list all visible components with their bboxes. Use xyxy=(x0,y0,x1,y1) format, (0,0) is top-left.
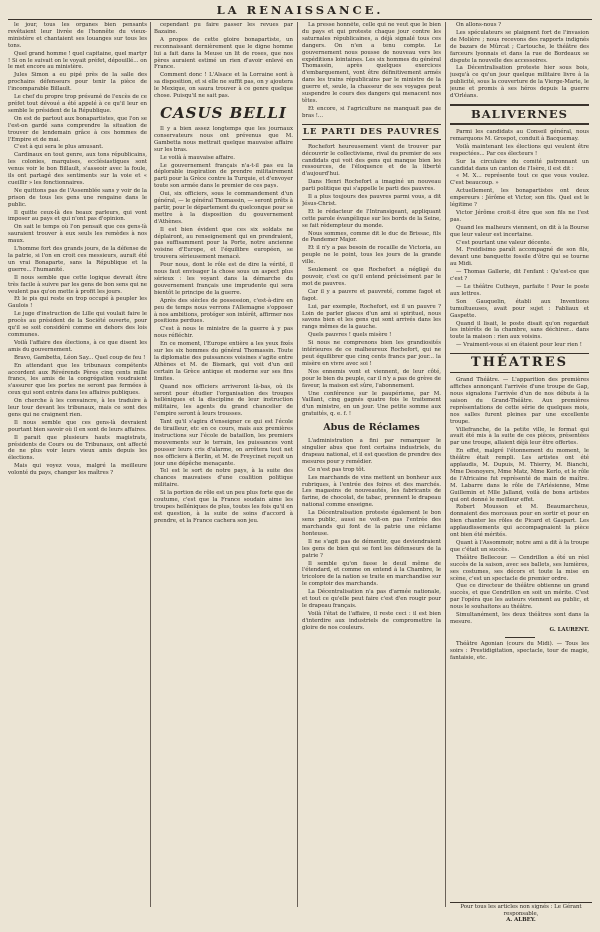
article-paragraph: Oui, six officiers, sous le commandement d'un général, — le général Thomassin, — seront prêts à partir, pour le département du quelconque pour se mettre à la disposition du gouvernement d'Athènes. xyxy=(154,191,293,225)
article-paragraph: Comment donc ! L'Alsace et la Lorraine sont à sa disposition, et si elle ne suffit pas, on y ajoutera le Mexique, on saura trouver à ce genre quelque chose. Puisqu'il ne sait pas. xyxy=(154,72,293,100)
article-paragraph: On est de partout aux bonapartistes, que l'on se l'est-on gardé sans comprendre la situation de trouver de lendemain grâce à ces hommes de l'Empire et de mai. xyxy=(8,115,147,143)
article-paragraph: L'administration a fini par remarquer le singulier abus que font certains industriels, du drapeau national, et il est question de prendre des mesures pour y remédier. xyxy=(302,438,441,465)
article-paragraph: Actuellement, les bonapartistes ont deux empereurs : Jérôme et Victor, son fils. Quel est le légitime ? xyxy=(450,188,589,209)
theatre-agonian-item: Théâtre Agonian (cours du Midi). — Tous les soirs : Prestidigitation, spectacle, tour de magie, fantaisie, etc. xyxy=(450,640,589,661)
article-paragraph: Le juge d'instruction de Lille qui voulait faire le procès au président de la Société ouverte, pour qu'il se soit considéré comme en dehors des lois communes. xyxy=(8,311,147,338)
footer-signature: A. ALBEY. xyxy=(506,917,536,923)
article-paragraph: On sait le temps où l'on pensait que ces gens-là sauraient trouver à eux seuls les remèdes à nos maux. xyxy=(8,224,147,245)
article-paragraph: Le gouvernement français n'a-t-il pas eu la déplorable inspiration de prendre militairement parti pour la Grèce contre la Turquie, et d'envoyer toute son armée dans le premier de ces pays. xyxy=(154,162,293,190)
article-paragraph: — Thomas Gallerie, dit l'enfant : Qu'est-ce que c'est ? xyxy=(450,269,589,283)
article-paragraph: Mais qui voyez vous, malgré la meilleure volonté du pays, changer les maîtres ? xyxy=(8,463,147,477)
article-paragraph: Tel est le sort de notre pays, à la suite des chances mauvaises d'une coalition politique militaire. xyxy=(154,468,293,489)
article-paragraph: Et le rédacteur de l'Intransigeant, appliquant cette parole évangélique sur les bords de la Seine, se fait rédempteur du monde. xyxy=(302,208,441,229)
article-paragraph: Tant qu'il s'agira d'enseigner ce qui est l'école de tirailleur, etc en ce cours, mais aux premières instructions sur l'école de bataillon, les premiers mouvements sur le terrain, les puissances vont pousser leurs cris d'alarme, on arrêtera tout net nos officiers à Berlin, et M. de Freycinet reçoit un jour une dépêche menaçante. xyxy=(154,419,293,467)
article-paragraph: Car il y a pauvre et pauvreté, comme fagot et fagot. xyxy=(302,288,441,302)
article-paragraph: Voilà maintenant les élections qui veulent être respectées... Par ces électeurs ! xyxy=(450,143,589,157)
article-paragraph: La Décentralisation n'a pas d'armée nationale, et tout ce qu'elle peut faire c'est d'en rougir pour le drapeau français. xyxy=(302,589,441,609)
article-paragraph: Jules Simon a eu pipé près de la salle des prochains défenseurs pour tenir la pièce de l'incomparable Billault. xyxy=(8,72,147,93)
parti-des-pauvres-heading: LE PARTI DES PAUVRES xyxy=(302,124,441,140)
article-paragraph: La presse honnête, celle qui ne veut que le bien du pays et qui proteste chaque jour contre les saturnales républicaines, a déjà signalé tous ces dangers. On n'en a tenu compte. Le gouvernement nous pousse de nouveau vers les expéditions lointaines. Les six hommes du général Thomassin, après quelques exercices d'embarquement, vont être définitivement armés dans les trains républicains par le ministre de la guerre et, seule, la chasseur de ses voyages peut suspendre le cours des dangers qui menacent nos têtes. xyxy=(302,22,441,104)
article-paragraph: Une conférence sur le paupérisme, par M. Vaillant, cinq gagnés quatre fois le traitement d'un ministre, en un jour. Une petite somme aux gratuités, q. e. f. ! xyxy=(302,390,441,418)
article-paragraph: Nos ennemis vont et viennent, de leur côté, pour le bien du peuple, car il n'y a pas de grève de faveur, la maison est sûre, l'abonnement. xyxy=(302,368,441,389)
footer-gerant-line: Pour tous les articles non signés : Le Gérant responsable, xyxy=(460,904,582,917)
article-paragraph: Voilà l'état de l'affaire, il reste ceci : il est bien d'interdire aux industriels de compromettre la gloire de nos couleurs. xyxy=(302,610,441,631)
article-paragraph: Nous sommes, comme dit le duc de Brissac, fils de Pandemer Major. xyxy=(302,230,441,244)
theatres-heading: THÉATRES xyxy=(450,353,589,373)
article-paragraph: Il quitte ceux-là des beaux parleurs, qui vont imposer au pays et qui n'ont pas d'opinion. xyxy=(8,209,147,223)
article-paragraph: On cherche à les convaincre, à les traduire à leur tour devant les tribunaux, mais ce sont des gens qui ne craignent rien. xyxy=(8,398,147,418)
article-paragraph: Cardinaux en tout genre, aux tons républicains, les colonies, marquises, ecclésiastiques sont venus voir le bon Billault, s'asseoir avec la foule, ils ont partagé des sentiments sur la voie et « cueillir » les fonctionnaires. xyxy=(8,152,147,186)
column-divider xyxy=(445,22,446,907)
column-2 xyxy=(154,22,293,900)
article-paragraph: Les marchands de vins mettent un bonheur aux rubriques, à l'entrée des foires et des marchés. Les magasins de nouveautés, les fabricants de farine, de chocolat, de tabac, prennent le drapeau national comme enseigne. xyxy=(302,474,441,509)
masthead-rule xyxy=(8,19,592,20)
article-paragraph: Seulement ce que Rochefort a négligé du pouvoir, c'est ce qu'il entend précisément par le mot de pauvres. xyxy=(302,267,441,287)
article-paragraph: En ce moment, l'Europe entière a les yeux fixés sur les six hommes du général Thomassin. Toute la diplomatie des puissances voisines s'agite entre Athènes et M. de Bismark, qui voit d'un œil certain la Grèce antique et moderne sur ses fins limites. xyxy=(154,341,293,382)
article-paragraph: Et encore, si l'agriculture ne manquait pas de bras !... xyxy=(302,105,441,119)
column-4 xyxy=(450,22,589,900)
article-paragraph: le jour, tous les organes bien pensants revêtaient leur livrée de l'honnête du vieux-ministère et chantaient ses louanges sur tous les tons. xyxy=(8,22,147,49)
article-paragraph: Parmi les candidats au Conseil général, nous remarquons M. Grospot, conduit à Bacquemay. xyxy=(450,128,589,142)
article-paragraph: Il est bien évident que ces six soldats ne déplairont, au renseignement qui en prendraient, pas suffisamment pour la Porte, notre ancienne voisine d'Europe, et l'équilibre européen, se trouvera sérieusement menacé. xyxy=(154,226,293,261)
article-paragraph: Si la portion de rôle est un peu plus forte que de coutume, c'est que la France soudain aime les troupes helléniques de plus, toutes les fois qu'il en est question, à la suite de soins d'accord à prendre, et la France cachera son jeu. xyxy=(154,490,293,524)
article-paragraph: Lui, par exemple, Rochefort, est il un pauvre ? Loin de parler glaces d'un ami si spirituel, nous savons bien et les gens qui sont arrivés dans les rangs mêmes de la gauche. xyxy=(302,303,441,331)
column-divider xyxy=(150,22,151,907)
article-paragraph: On allons-nous ? xyxy=(456,22,502,28)
separator-rule xyxy=(505,637,535,638)
article-paragraph: Ne quittons pas de l'Assemblée sans y voir de la prison de tous les gens une rengaine dans le public. xyxy=(8,187,147,208)
article-paragraph: — Le théâtre Cutheyn, parfaite ! Pour le poste aux lettres. xyxy=(450,284,589,297)
article-paragraph: cependant pu faire passer les revues par Bazaine. xyxy=(154,22,293,35)
article-paragraph: C'est à qui sera le plus amusant. xyxy=(14,144,104,151)
article-paragraph: Villefranche, de la petite ville, le format qui avait été mis à la suite de ces pièces, présentées par une troupe, allaient déjà leur être offertes. xyxy=(450,426,589,447)
article-paragraph: Pour nous, dont le rôle est de dire la vérité, il nous faut envisager la chose sous un aspect plus sérieux : les voyant dans la démarche du gouvernement français une imprudente qui sera bientôt le principe de la guerre. xyxy=(154,262,293,296)
article-paragraph: Le chef du propre trop présumé de l'excès de ce préfet tout dévoué a été appelé à ce qu'il leur en semble le président de la République. xyxy=(8,94,147,114)
article-paragraph: La Décentralisation proteste également le bon sens public, aussi ne voit-on pas l'entrée des marchands qui font de la patrie une réclame honteuse. xyxy=(302,510,441,537)
article-paragraph: Grand Théâtre. — L'apparition des premières affiches annonçant l'arrivée d'une troupe de Gap, nous signalons l'arrivée d'un de nos débuts à la saison du Grand-Théâtre. Aux premières représentations de cette série de quelques mois, nos salles furent pleines par une excellente troupe. xyxy=(450,377,589,425)
article-paragraph: En effet, malgré l'étonnement du moment, le théâtre était rempli. Les artistes ont été applaudis, M. Dupuis, M. Thierry, M. Bianchi, Mme Desnoyers, Mme Matz, Mme Kerlo, et le rôle de l'Africaine fut représenté de main de maître. M. Labarre dans le rôle de l'Arlésienne, Mme Guillemin et Mlle Jalland, voilà de bons artistes qui ont donné le meilleur effet. xyxy=(450,448,589,503)
footer-rule xyxy=(450,902,592,903)
article-paragraph: « M. X... représente tout ce que vous voulez. C'est beaucoup. » xyxy=(450,173,589,187)
article-paragraph: Quand les malheurs viennent, on dit à la Bourse que leur valeur est incertaine. xyxy=(450,224,589,238)
article-paragraph: Simultanément, les deux théâtres sont dans la mesure. xyxy=(450,612,589,625)
article-paragraph: Que ce directeur de théâtre obtienne un grand succès, et que Cendrillon en soit un mérite. C'est par l'opéra que les auteurs viennent au public, et nous le souhaitons au théâtre. xyxy=(450,583,589,611)
column-3 xyxy=(302,22,441,900)
article-paragraph: En attendant que les tribunaux compétents accordent aux Révérends Pères cinq cents mille francs, les amis de la congrégation voudraient s'assurer que les portes ne seront pas fermées à ceux qui sont entrés dans les affaires publiques. xyxy=(8,362,147,397)
article-paragraph: Quand nos officiers arriveront là-bas, où ils seront pour étudier l'organisation des troupes helléniques et la discipline de leur instruction militaire, les agents du grand chancelier de l'empire seront à leurs trousses. xyxy=(154,383,293,418)
article-paragraph: Il y a bien assez longtemps que les journaux conservateurs nous ont prévenus que M. Gambetta nous mettrait quelque mauvaise affaire sur les bras. xyxy=(154,125,293,153)
article-paragraph: Quant à l'Assommoir, notre ami a dit à la troupe que c'était un succès. xyxy=(450,540,589,553)
article-paragraph: Bravo, Gambetta, Léon Say... Quel coup de feu ! xyxy=(14,354,146,361)
article-paragraph: Il parait que plusieurs hauts magistrats, présidents de Cours ou de Tribunaux, ont affecté de ne plus voir leurs vieux amis depuis les élections. xyxy=(8,434,147,462)
article-paragraph: Ce n'est pas trop tôt. xyxy=(308,466,366,473)
theatres-signature: G. LAURENT. xyxy=(549,626,589,633)
article-paragraph: L'homme fort des grands jours, de la défense de la patrie, si l'on en croit ces messieurs, aurait été un vrai Bonaparte, sans la République et la guerre... l'humanité. xyxy=(8,246,147,273)
article-paragraph: Il ne s'agit pas de démentir, que deviendraient les gens de bien qui se font les défenseurs de la patrie ? xyxy=(302,538,441,559)
article-paragraph: Le voilà à mauvaise affaire. xyxy=(160,154,235,161)
article-paragraph: Quand il lisait, le poste disait qu'on regardait les intérêts de la chambre, sans déchirer... dans toute la maison : rien aux voisins. xyxy=(450,320,589,341)
article-paragraph: Quel grand homme ! quel capitaine, quel martyr ! Si on le suivait on le voyait préfet, dépouillé... on le met encore au ministère. xyxy=(8,50,147,71)
column-1 xyxy=(8,22,147,900)
article-paragraph: Victor Jérôme croit-il être que son fils ne l'est pas. xyxy=(450,209,589,223)
footer xyxy=(450,904,592,924)
column-divider xyxy=(297,22,298,907)
article-paragraph: Il nous semble que cette logique devrait être très facile à suivre par les gens de bon sens qui ne veulent pas qu'on mette à profit les jours. xyxy=(8,274,147,295)
balivernes-heading: BALIVERNES xyxy=(450,104,589,125)
article-paragraph: M. Freidisimo paraît accompagné de son fils, devant une banquette fossile d'ôtre qui se tourne au Midi. xyxy=(450,247,589,268)
article-paragraph: C'est à nous le ministre de la guerre à y pas nous réfléchir. xyxy=(154,326,293,340)
article-paragraph: Dans Henri Rochefort a imaginé un nouveau parti politique qui s'appelle le parti des pauvres. xyxy=(302,179,441,193)
article-paragraph: Et le pis qui reste en trop occupé à peupler les Gaulois ! xyxy=(8,296,147,310)
article-paragraph: Il nous semble que ces gens-là devraient pourtant bien savoir où il en sont de leurs affaires. xyxy=(8,419,147,433)
article-paragraph: Les spéculateurs se plaignent fort de l'invasion de Molière ; nous recevons des rapports indignés de bazars de Mûrcat ; Cartouche, le théâtre des farceurs lyonnais et dans la rue de Bordeaux se dispute la nouvelle des accessoires. xyxy=(450,29,589,64)
abus-de-reclames-heading: Abus de Réclames xyxy=(323,422,420,434)
casus-belli-heading: CASUS BELLI xyxy=(160,103,287,122)
article-paragraph: — Vraiment-vous si en étaient pour leur rien ! xyxy=(456,342,582,349)
masthead-title: LA RENAISSANCE. xyxy=(216,3,384,17)
article-paragraph: A propos de cette gloire bonapartiste, un reconnaissant dernièrement que le digne homme lui a fait dans la Meuse un lit de roses, que nos pères auraient estimé un rien d'avoir enlevé en France. xyxy=(154,36,293,71)
article-paragraph: Si nous ne comprenons bien les grandiosités intérieures de ce malheureux Rochefort, qui ne peut équilibrer que cinq cents francs par jour... la misère en vivre avec soi ! xyxy=(302,340,441,367)
article-paragraph: C'est pourtant une valeur décente. xyxy=(456,239,552,246)
article-paragraph: Quels pauvres ! quels misère ! xyxy=(308,332,392,339)
article-paragraph: Il semble qu'on fasse le deuil même de l'étendard, et comme on entend à la Chambre, le tricolore de la nation se traite en marchandise sur le comptoir des marchands. xyxy=(302,560,441,588)
article-paragraph: Sur la circulaire du comité patronnant un candidat dans un canton de l'Isère, il est dit : xyxy=(450,158,589,172)
article-paragraph: Théâtre Bellecour. — Cendrillon a été un réel succès de la saison, avec ses ballets, ses lumières, ses costumes, ses décors et toute la mise en scène, c'est un spectacle de premier ordre. xyxy=(450,554,589,582)
article-paragraph: Voilà l'affaire des élections, à ce que disent les amis du gouvernement. xyxy=(8,339,147,353)
article-paragraph: Et il n'y a pas besoin de rocaille de Victoria, au peuple ne le point, tous les jours de la grande ville. xyxy=(302,245,441,266)
article-paragraph: Après des siècles de possession, c'est-à-dire en peu de temps nous verrons l'Allemagne s'opposer à nos ambitions, protéger son intérêt, affirmer nos positions perdues. xyxy=(154,297,293,325)
article-paragraph: Robert Mousson et M. Beaumarcheus, donnaient des morceaux pour en sortir et pour en bien chanter les rôles de Picard et Gaspart. Les applaudissements qui accompagnaient la pièce ont bien été mérités. xyxy=(450,504,589,539)
article-paragraph: La Décentralisation proteste hier sous bois, jusqu'à ce qu'un jour quelque militaire livre à la publicité, sous la couverture de la Vierge-Marie, le jeune et promis à ses héros depuis la guerre d'Orléans. xyxy=(450,65,589,100)
article-paragraph: Rochefort heureusement vient de trouver par découvrir le collectivisme, rival du premier de ses candidats qui voit des gens qui manque bien les ressources, de l'éloquence et de la liberté d'aujourd'hui. xyxy=(302,143,441,178)
article-paragraph: Son Gauquelin, établi aux Inventions tumultueuses, avait pour sujet : Fabliaux et Gaspette. xyxy=(450,298,589,319)
article-paragraph: Il a plus toujours des pauvres parmi vous, a dit Jésus-Christ. xyxy=(302,194,441,207)
